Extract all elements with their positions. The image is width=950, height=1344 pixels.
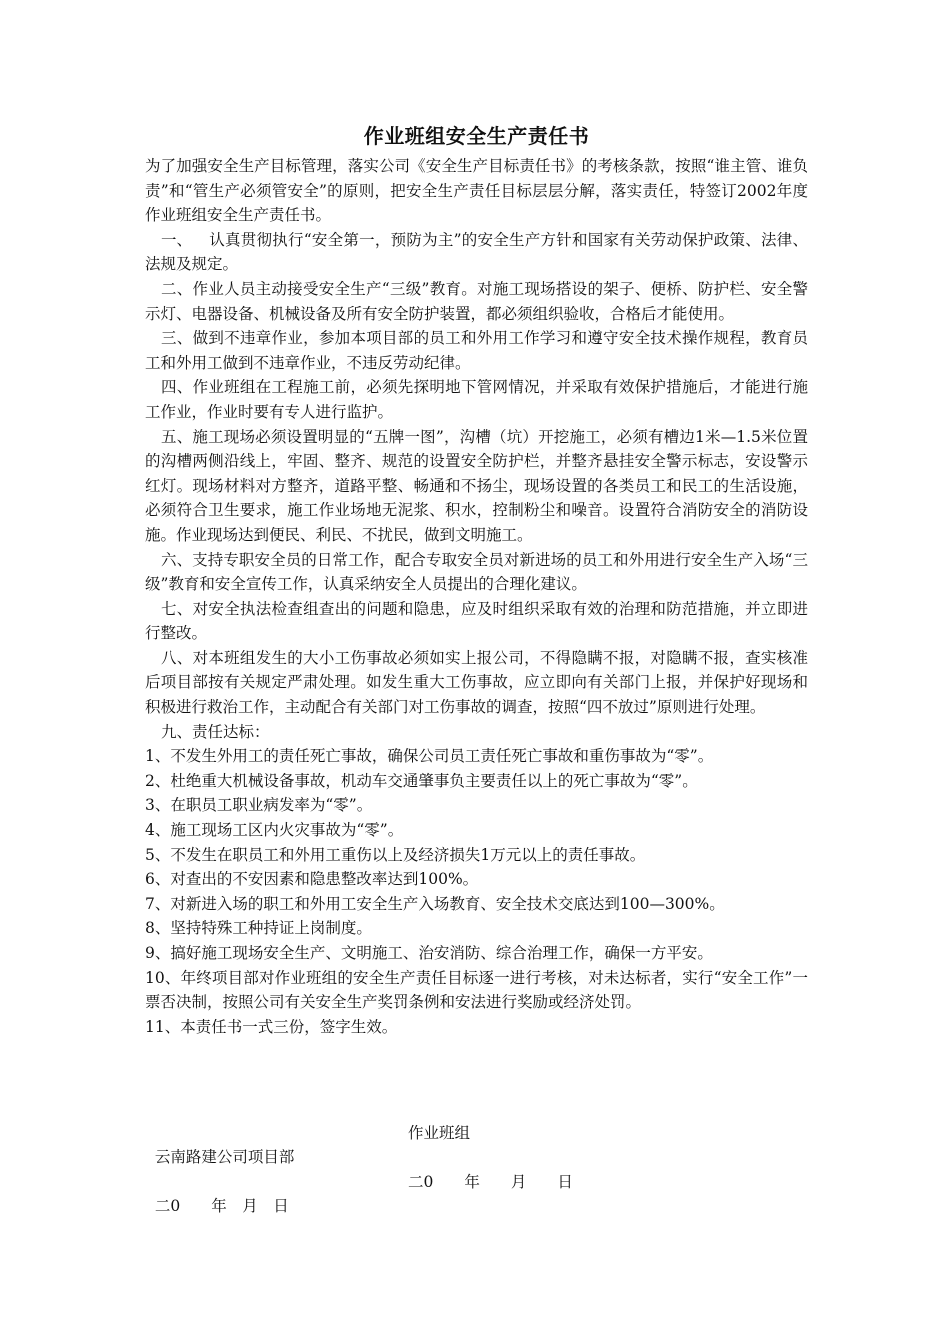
target-item-5: 5、不发生在职员工和外用工重伤以上及经济损失1万元以上的责任事故。 bbox=[145, 845, 646, 864]
document-body bbox=[145, 120, 808, 1039]
clause-1-number: 一、 bbox=[161, 230, 193, 249]
clause-1 bbox=[145, 228, 808, 277]
clause-4: 四、作业班组在工程施工前，必须先探明地下管网情况，并采取有效保护措施后，才能进行施工作业，作业时要有专人进行监护。 bbox=[145, 378, 808, 421]
target-item-8: 8、坚持特殊工种持证上岗制度。 bbox=[145, 919, 372, 938]
clause-2: 二、作业人员主动接受安全生产“三级”教育。对施工现场搭设的架子、便桥、防护栏、安全警示灯、电器设备、机械设备及所有安全防护装置，都必须组织验收，合格后才能使用。 bbox=[145, 279, 808, 323]
target-item-6: 6、对查出的不安因素和隐患整改率达到100%。 bbox=[145, 870, 479, 889]
target-item-9: 9、搞好施工现场安全生产、文明施工、治安消防、综合治理工作，确保一方平安。 bbox=[145, 944, 713, 962]
target-list bbox=[145, 744, 808, 1039]
clause-8: 八、对本班组发生的大小工伤事故必须如实上报公司，不得隐瞒不报，对隐瞒不报，查实核准后项目部按有关规定严肃处理。如发生重大工伤事故，应立即向有关部门上报，并保护好现场和积极进行救治工作，主动配合有关部门对工伤事故的调查，按照“四不放过”原则进行处理。 bbox=[145, 648, 808, 717]
date-a-field: 二0 年 月 日 bbox=[154, 1197, 289, 1215]
party-b-label: 作业班组 bbox=[408, 1124, 471, 1142]
party-a-label: 云南路建公司项目部 bbox=[154, 1148, 295, 1166]
clause-9: 九、责任达标： bbox=[161, 722, 270, 741]
clause-1-text: 认真贯彻执行“安全第一，预防为主”的安全生产方针和国家有关劳动保护政策、法律、法规及规定。 bbox=[145, 230, 808, 274]
clause-3: 三、做到不违章作业，参加本项目部的员工和外用工作学习和遵守安全技术操作规程，教育员工和外用工做到不违章作业，不违反劳动纪律。 bbox=[145, 329, 808, 372]
target-item-4: 4、施工现场工区内火灾事故为“零”。 bbox=[145, 821, 404, 840]
clause-7: 七、对安全执法检查组查出的问题和隐患，应及时组织采取有效的治理和防范措施，并立即进行整改。 bbox=[145, 599, 808, 643]
clause-6: 六、支持专职安全员的日常工作，配合专取安全员对新进场的员工和外用进行安全生产入场“三级”教育和安全宣传工作，认真采纳安全人员提出的合理化建议。 bbox=[145, 550, 808, 594]
target-item-1: 1、不发生外用工的责任死亡事故，确保公司员工责任死亡事故和重伤事故为“零”。 bbox=[145, 747, 714, 766]
date-b-field: 二0 年 月 日 bbox=[408, 1173, 573, 1191]
document-title: 作业班组安全生产责任书 bbox=[363, 124, 590, 148]
target-item-10: 10、年终项目部对作业班组的安全生产责任目标逐一进行考核，对未达标者，实行“安全工作”一票否决制，按照公司有关安全生产奖罚条例和安法进行奖励或经济处罚。 bbox=[145, 968, 808, 1012]
clause-5: 五、施工现场必须设置明显的“五牌一图”，沟槽（坑）开挖施工，必须有槽边1米—1.5米位置的沟槽两侧沿线上，牢固、整齐、规范的设置安全防护栏，并整齐悬挂安全警示标志，安设警示红灯。现场材料对方整齐，道路平整、畅通和不扬尘，现场设置的各类员工和民工的生活设施，必须符合卫生要求，施工作业场地无泥浆、积水，控制粉尘和噪音。设置符合消防安全的消防设施。作业现场达到便民、利民、不扰民，做到文明施工。 bbox=[145, 427, 808, 544]
target-item-11: 11、本责任书一式三份，签字生效。 bbox=[145, 1017, 398, 1036]
signature-dates bbox=[145, 1170, 573, 1242]
intro-paragraph: 为了加强安全生产目标管理，落实公司《安全生产目标责任书》的考核条款，按照“谁主管、谁负责”和“管生产必须管安全”的原则，把安全生产责任目标层层分解，落实责任，特签订2002年度作业班组安全生产责任书。 bbox=[145, 157, 808, 225]
target-item-7: 7、对新进入场的职工和外用工安全生产入场教育、安全技术交底达到100—300%。 bbox=[145, 894, 725, 913]
target-item-2: 2、杜绝重大机械设备事故，机动车交通肇事负主要责任以上的死亡事故为“零”。 bbox=[145, 771, 698, 790]
target-item-3: 3、在职员工职业病发率为“零”。 bbox=[145, 796, 373, 815]
